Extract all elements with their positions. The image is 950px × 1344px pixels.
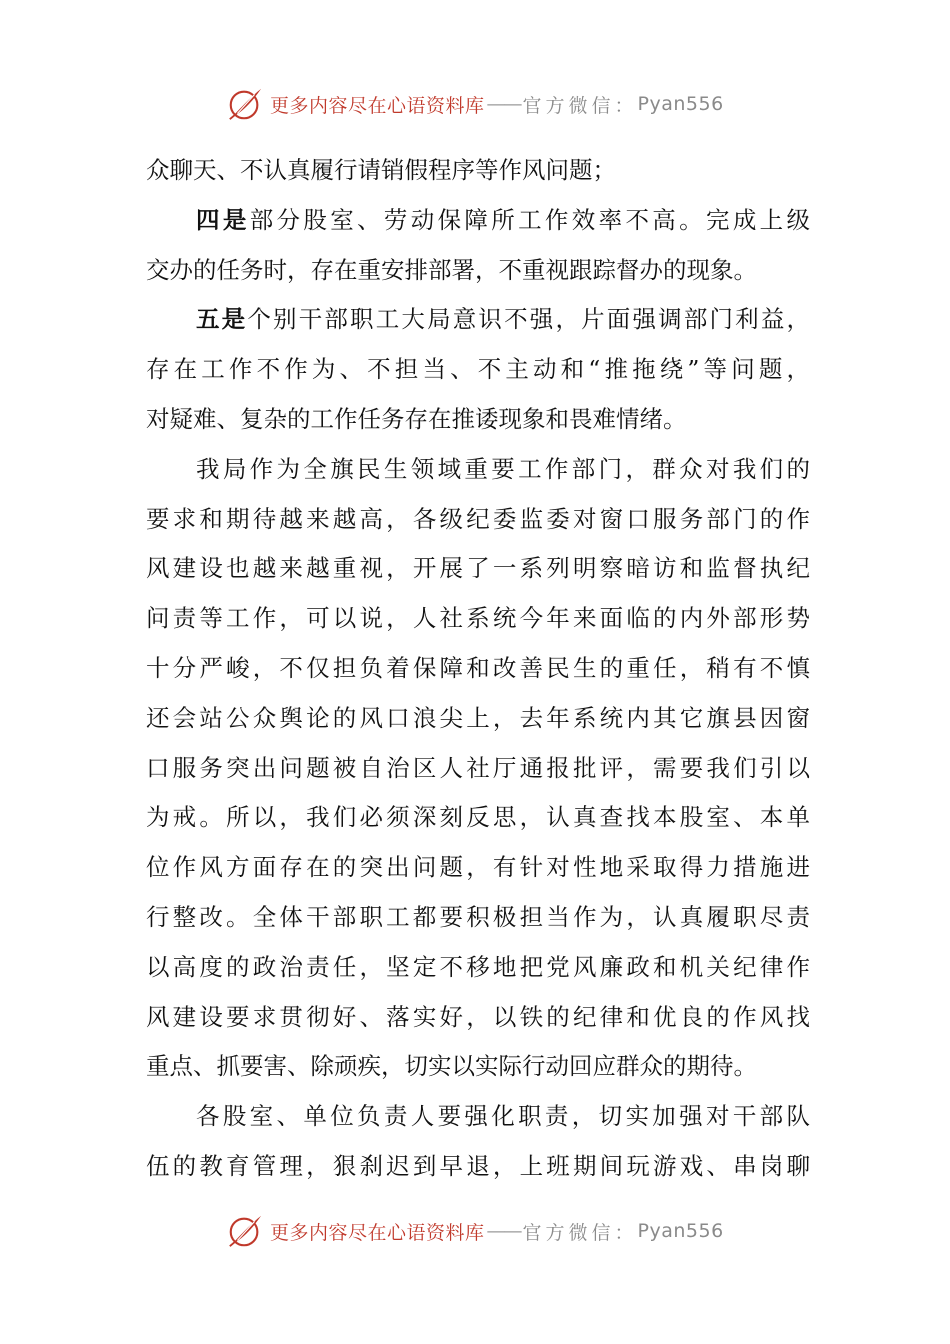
text-line: 交办的任务时，存在重安排部署，不重视跟踪督办的现象。 bbox=[146, 255, 757, 284]
document-body bbox=[146, 146, 810, 1192]
text-line: 存在工作不作为、不担当、不主动和“推拖绕”等问题， bbox=[146, 355, 810, 384]
text-line: 风建设也越来越重视，开展了一系列明察暗访和监督执纪 bbox=[146, 554, 810, 583]
text-line: 伍的教育管理，狠刹迟到早退，上班期间玩游戏、串岗聊 bbox=[146, 1151, 810, 1180]
text-span: 个别干部职工大局意识不强，片面强调部门利益， bbox=[247, 305, 810, 334]
text-line: 为戒。所以，我们必须深刻反思，认真查找本股室、本单 bbox=[146, 803, 810, 832]
text-line: 行整改。全体干部职工都要积极担当作为，认真履职尽责 bbox=[146, 902, 810, 931]
text-line: 众聊天、不认真履行请销假程序等作风问题； bbox=[146, 156, 616, 184]
banner-dash: —— bbox=[486, 1220, 521, 1242]
paragraph-lead: 四是 bbox=[196, 205, 250, 234]
text-line: 口服务突出问题被自治区人社厅通报批评，需要我们引以 bbox=[146, 753, 810, 782]
text-line: 重点、抓要害、除顽疾，切实以实际行动回应群众的期待。 bbox=[146, 1052, 757, 1081]
text-line: 各股室、单位负责人要强化职责，切实加强对干部队 bbox=[196, 1102, 810, 1131]
text-line: 对疑难、复杂的工作任务存在推诿现象和畏难情绪。 bbox=[146, 404, 687, 433]
text-line bbox=[146, 295, 810, 345]
footer-watermark-banner bbox=[226, 1211, 746, 1251]
paragraph-lead: 五是 bbox=[196, 305, 248, 334]
text-line: 还会站公众舆论的风口浪尖上，去年系统内其它旗县因窗 bbox=[146, 703, 810, 732]
banner-wechat-id: Pyan556 bbox=[637, 93, 724, 115]
text-line: 十分严峻，不仅担负着保障和改善民生的重任，稍有不慎 bbox=[146, 653, 810, 682]
banner-wechat-label: 官方微信： bbox=[522, 1221, 638, 1244]
banner-wechat-id: Pyan556 bbox=[637, 1220, 724, 1242]
text-line: 要求和期待越来越高，各级纪委监委对窗口服务部门的作 bbox=[146, 504, 810, 533]
text-line: 位作风方面存在的突出问题，有针对性地采取得力措施进 bbox=[146, 853, 810, 882]
banner-main-text: 更多内容尽在心语资料库 bbox=[270, 1221, 485, 1244]
text-span: 部分股室、劳动保障所工作效率不高。完成上级 bbox=[249, 205, 810, 234]
header-watermark-banner bbox=[226, 84, 746, 124]
text-line: 以高度的政治责任，坚定不移地把党风廉政和机关纪律作 bbox=[146, 952, 810, 981]
quill-logo-icon bbox=[226, 1212, 264, 1250]
quill-logo-icon bbox=[226, 85, 264, 123]
banner-dash: —— bbox=[486, 93, 521, 115]
banner-wechat-label: 官方微信： bbox=[522, 94, 638, 117]
text-line: 问责等工作，可以说，人社系统今年来面临的内外部形势 bbox=[146, 604, 810, 633]
text-line: 风建设要求贯彻好、落实好，以铁的纪律和优良的作风找 bbox=[146, 1002, 810, 1031]
text-line bbox=[146, 196, 810, 246]
text-line: 我局作为全旗民生领域重要工作部门，群众对我们的 bbox=[196, 454, 810, 483]
banner-main-text: 更多内容尽在心语资料库 bbox=[270, 94, 485, 117]
